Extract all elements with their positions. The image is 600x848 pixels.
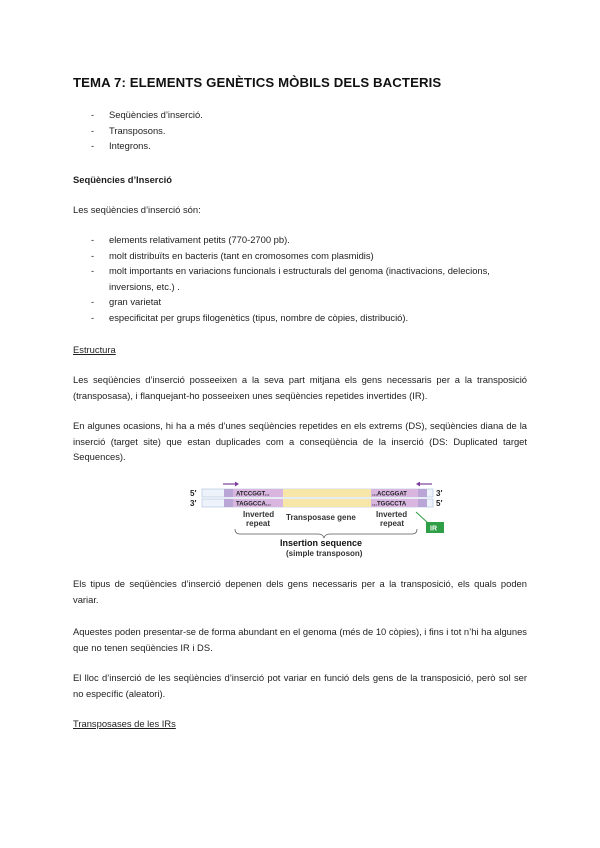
ds-segment: [224, 499, 233, 507]
label-inverted-repeat-right: Inverted: [376, 510, 408, 519]
section-heading-transposases: Transposases de les IRs: [73, 718, 176, 729]
sequence-text: ATCCGGT...: [236, 491, 270, 498]
sequence-text: ...ACCGGAT: [372, 491, 407, 498]
paragraph: Aquestes poden presentar-se de forma abundant en el genoma (més de 10 còpies), i fins i tot n’hi ha algunes que no tenen seqüències IR i DS.: [73, 626, 527, 653]
list-item: - gran varietat: [91, 296, 162, 308]
five-prime-label: 5′: [190, 489, 197, 498]
list-item: - molt importants en variacions funcionals i estructurals del genoma (inactivacions, delecions, inversions, etc.) .: [91, 265, 490, 292]
list-item: - especificitat per grups filogenètics (tipus, nombre de còpies, distribució).: [91, 311, 409, 323]
ds-segment: [418, 489, 427, 497]
section-heading-insertion-sequences: Seqüències d’Inserció: [73, 174, 172, 185]
page-title: TEMA 7: ELEMENTS GENÈTICS MÒBILS DELS BACTERIS: [73, 75, 442, 90]
label-inverted-repeat-left: repeat: [246, 519, 271, 528]
three-prime-label: 3′: [436, 489, 443, 498]
five-prime-label: 5′: [436, 499, 443, 508]
three-prime-label: 3′: [190, 499, 197, 508]
section-heading-structure: Estructura: [73, 344, 116, 355]
ds-segment: [418, 499, 427, 507]
ir-badge-label: IR: [430, 525, 437, 533]
list-item: - elements relativament petits (770-2700 pb).: [91, 234, 290, 245]
list-item: - Seqüències d’inserció.: [91, 109, 203, 120]
insertion-sequence-diagram: [190, 482, 460, 562]
label-transposase-gene: Transposase gene: [286, 513, 356, 522]
gene-segment: [283, 489, 371, 497]
properties-list: [73, 232, 527, 326]
list-item: - Integrons.: [91, 140, 151, 152]
gene-segment: [283, 499, 371, 507]
paragraph: Les seqüències d’inserció posseeixen a la seva part mitjana els gens necessaris per a la transposició (transposasa), i flanquejant-ho posseeixen unes seqüències repetides invertides (IR).: [73, 374, 527, 401]
caption-insertion-sequence: Insertion sequence: [280, 538, 363, 548]
label-inverted-repeat-right: repeat: [380, 519, 405, 528]
insertion-sequence-figure: [190, 482, 460, 562]
arrow-icon: [416, 482, 432, 487]
intro-list: [73, 107, 527, 154]
paragraph: El lloc d’inserció de les seqüències d’inserció pot variar en funció dels gens de la transposició, però sol ser no específic (aleatori).: [73, 672, 527, 699]
arrow-icon: [223, 482, 239, 487]
paragraph: Els tipus de seqüències d’inserció depenen dels gens necessaris per a la transposició, els quals poden variar.: [73, 578, 527, 605]
sequence-text: TAGGCCA...: [236, 501, 271, 508]
list-item: - molt distribuïts en bacteris (tant en cromosomes com plasmidis): [91, 249, 374, 261]
ds-segment: [224, 489, 233, 497]
bracket: [235, 529, 417, 538]
list-item: - Transposons.: [91, 124, 166, 136]
section-lead: Les seqüències d’inserció són:: [73, 204, 201, 215]
caption-simple-transposon: (simple transposon): [286, 549, 363, 558]
sequence-text: ...TGGCCTA: [372, 501, 407, 508]
paragraph: En algunes ocasions, hi ha a més d’unes seqüències repetides en els extrems (DS), seqüències diana de la inserció (target site) que estan duplicades com a conseqüència de la inserció (DS: Duplicated target Sequences).: [73, 420, 527, 463]
label-inverted-repeat-left: Inverted: [243, 510, 275, 519]
